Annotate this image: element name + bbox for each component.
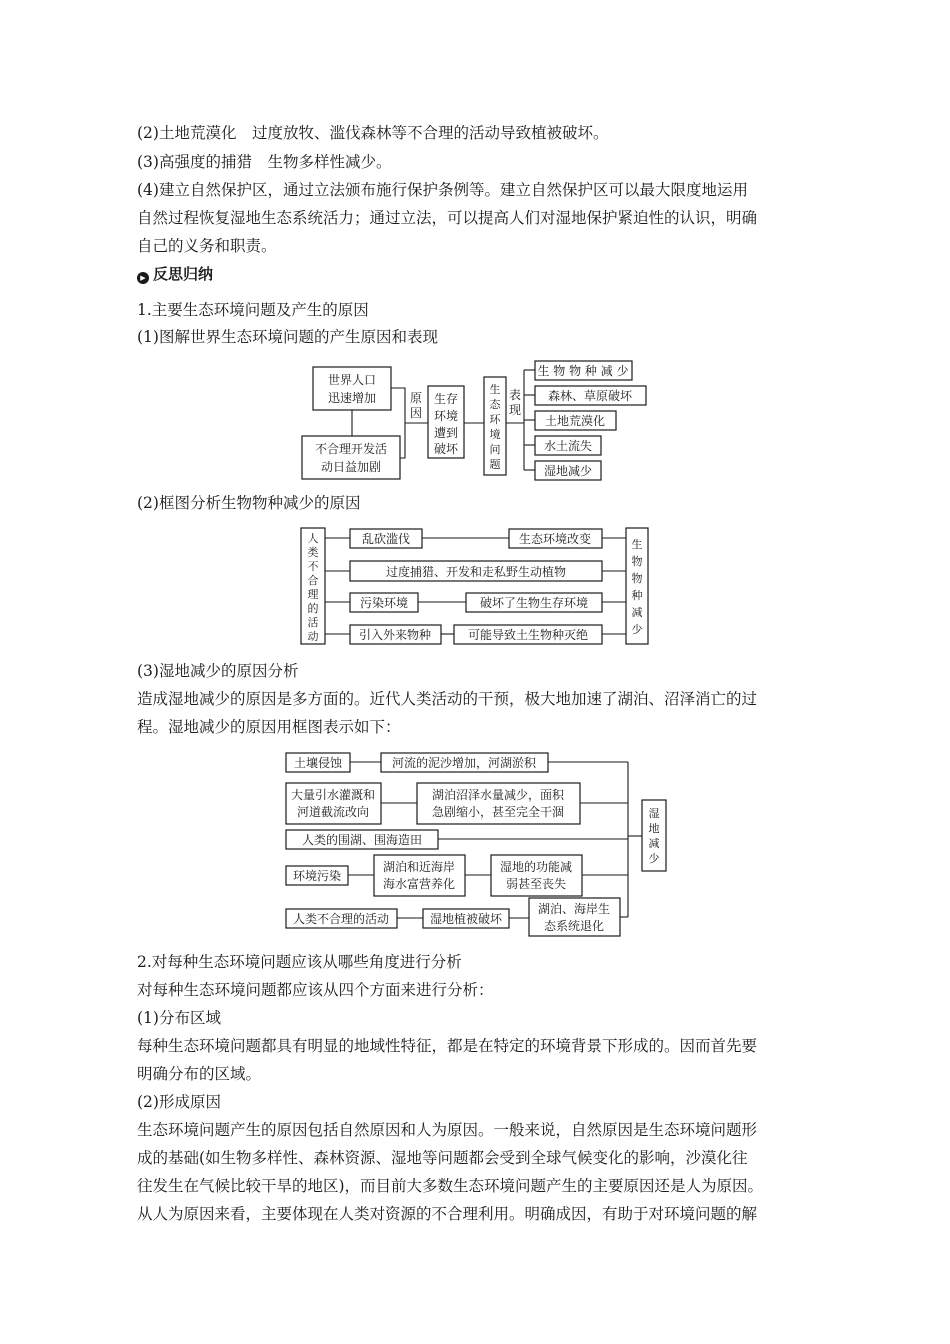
- left-2: 类: [307, 546, 319, 559]
- development-line-1: 不合理开发活: [314, 442, 388, 456]
- row4b-2: 海水富营养化: [382, 877, 456, 891]
- left-3: 不: [307, 560, 319, 573]
- body-line-16: 从人为原因来看，主要体现在人类对资源的不合理利用。明确成因，有助于对环境问题的解: [137, 1205, 758, 1223]
- section-heading-text: 反思归纳: [153, 265, 214, 283]
- right-2: 物: [631, 555, 643, 568]
- damage-3: 遭到: [433, 426, 459, 440]
- result-2: 地: [648, 822, 660, 835]
- left-6: 的: [307, 602, 319, 615]
- text-line-4: 自然过程恢复湿地生态系统活力；通过立法，可以提高人们对湿地保护紧迫性的认识，明确: [137, 209, 758, 227]
- result-1: 湿: [648, 807, 660, 820]
- left-4: 合: [307, 574, 319, 587]
- text-line-1: (2)土地荒漠化 过度放牧、滥伐森林等不合理的活动导致植被破坏。: [137, 124, 609, 142]
- show-label-1: 表: [508, 388, 522, 402]
- damage-2: 环境: [433, 409, 459, 423]
- row1-a: 土壤侵蚀: [293, 756, 343, 770]
- cause-label-1: 原: [409, 391, 423, 405]
- row4-b: 可能导致土生物种灭绝: [467, 628, 589, 642]
- right-4: 种: [631, 589, 643, 602]
- show-label-2: 现: [508, 403, 522, 417]
- development-line-2: 动日益加剧: [320, 460, 382, 474]
- row2: 过度捕猎、开发和走私野生动植物: [385, 565, 567, 579]
- row2b-2: 急剧缩小，甚至完全干涸: [431, 805, 565, 819]
- problem-1: 生: [489, 383, 501, 396]
- result-4: 少: [648, 852, 660, 865]
- row3: 人类的围湖、围海造田: [301, 833, 423, 847]
- outcome-4: 水土流失: [543, 439, 593, 453]
- row4c-2: 弱甚至丧失: [505, 877, 567, 891]
- row4b-1: 湖泊和近海岸: [382, 860, 456, 874]
- result-3: 减: [648, 837, 660, 850]
- outcome-2: 森林、草原破坏: [547, 389, 633, 403]
- body-line-7: 2.对每种生态环境问题应该从哪些角度进行分析: [137, 953, 462, 971]
- right-6: 少: [631, 623, 643, 636]
- population-line-1: 世界人口: [327, 373, 377, 387]
- row1-a: 乱砍滥伐: [361, 532, 411, 546]
- damage-4: 破坏: [433, 442, 459, 456]
- row3-a: 污染环境: [359, 596, 409, 610]
- row3-b: 破坏了生物生存环境: [479, 596, 589, 610]
- body-line-3: (2)框图分析生物物种减少的原因: [137, 494, 361, 512]
- row4-a: 环境污染: [292, 869, 342, 883]
- body-line-10: 每种生态环境问题都具有明显的地域性特征，都是在特定的环境背景下形成的。因而首先要: [137, 1037, 758, 1055]
- problem-6: 题: [489, 458, 501, 471]
- left-5: 理: [307, 588, 319, 601]
- outcome-1: 生 物 物 种 减 少: [537, 364, 629, 378]
- body-line-11: 明确分布的区域。: [137, 1065, 262, 1083]
- body-line-2: (1)图解世界生态环境问题的产生原因和表现: [137, 328, 438, 346]
- left-1: 人: [307, 532, 319, 545]
- row5c-2: 态系统退化: [543, 919, 605, 933]
- body-line-12: (2)形成原因: [137, 1093, 221, 1111]
- row4c-1: 湿地的功能减: [499, 860, 573, 874]
- outcome-5: 湿地减少: [543, 464, 593, 478]
- text-line-5: 自己的义务和职责。: [137, 237, 277, 255]
- body-line-14: 成的基础(如生物多样性、森林资源、湿地等问题都会受到全球气候变化的影响，沙漠化往: [137, 1149, 748, 1167]
- play-bullet-icon: ▶: [137, 272, 149, 284]
- body-line-9: (1)分布区域: [137, 1009, 221, 1027]
- problem-4: 境: [489, 428, 501, 441]
- right-3: 物: [631, 572, 643, 585]
- left-7: 活: [307, 616, 319, 629]
- cause-label-2: 因: [409, 406, 423, 420]
- body-line-13: 生态环境问题产生的原因包括自然原因和人为原因。一般来说，自然原因是生态环境问题形: [137, 1121, 758, 1139]
- row4-a: 引入外来物种: [358, 628, 432, 642]
- row1-b: 生态环境改变: [518, 532, 592, 546]
- row2b-1: 湖泊沼泽水量减少，面积: [431, 788, 565, 802]
- row2a-1: 大量引水灌溉和: [290, 788, 376, 802]
- problem-3: 环: [489, 413, 501, 426]
- row5-a: 人类不合理的活动: [292, 912, 390, 926]
- outcome-3: 土地荒漠化: [544, 414, 606, 428]
- problem-2: 态: [489, 398, 501, 411]
- body-line-15: 往发生在气候比较干旱的地区)，而目前大多数生态环境问题产生的主要原因还是人为原因。: [137, 1177, 764, 1195]
- left-8: 动: [307, 630, 319, 643]
- population-line-2: 迅速增加: [327, 391, 377, 405]
- text-line-2: (3)高强度的捕猎 生物多样性减少。: [137, 153, 392, 171]
- body-line-4: (3)湿地减少的原因分析: [137, 662, 299, 680]
- damage-1: 生存: [433, 392, 459, 406]
- right-5: 减: [631, 606, 643, 619]
- body-line-5: 造成湿地减少的原因是多方面的。近代人类活动的干预，极大地加速了湖泊、沼泽消亡的过: [137, 690, 758, 708]
- body-line-1: 1.主要生态环境问题及产生的原因: [137, 301, 369, 319]
- problem-5: 问: [489, 443, 501, 456]
- body-line-6: 程。湿地减少的原因用框图表示如下：: [137, 718, 401, 736]
- row5-b: 湿地植被破坏: [429, 912, 503, 926]
- right-1: 生: [631, 538, 643, 551]
- body-line-8: 对每种生态环境问题都应该从四个方面来进行分析：: [137, 981, 494, 999]
- text-line-3: (4)建立自然保护区，通过立法颁布施行保护条例等。建立自然保护区可以最大限度地运用: [137, 181, 748, 199]
- row5c-1: 湖泊、海岸生: [537, 902, 611, 916]
- row2a-2: 河道截流改向: [296, 805, 370, 819]
- row1-b: 河流的泥沙增加，河湖淤积: [391, 756, 537, 770]
